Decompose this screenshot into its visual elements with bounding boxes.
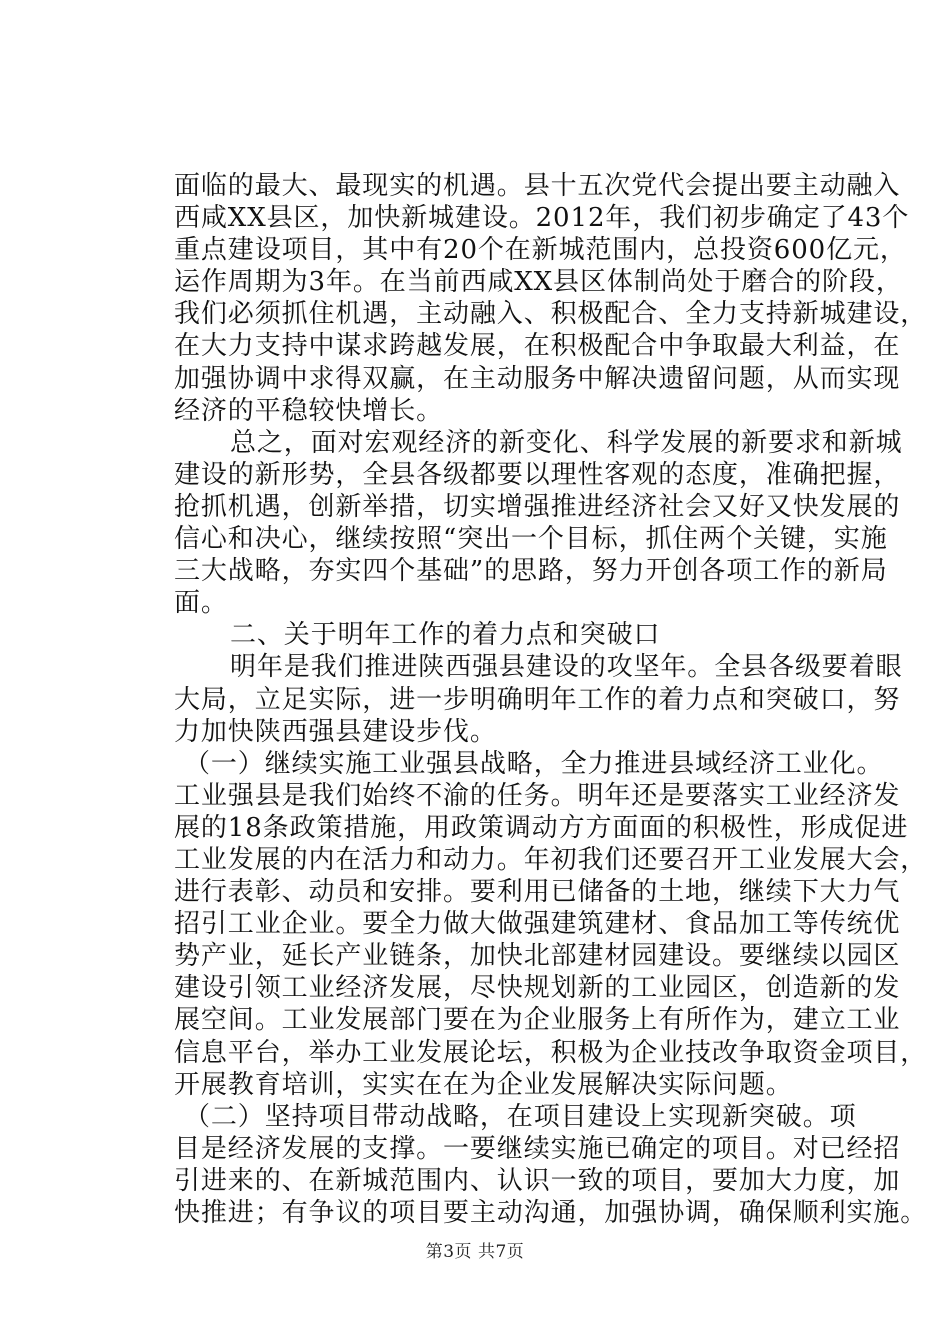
text-line: 经济的平稳较快增长。	[174, 395, 444, 426]
page-number-footer: 第3页 共7页	[425, 1242, 525, 1262]
text-line: 西咸XX县区，加快新城建设。2012年，我们初步确定了43个	[174, 203, 910, 234]
text-line: 引进来的、在新城范围内、认识一致的项目，要加大力度，加	[174, 1165, 901, 1196]
subsection-heading: （一）继续实施工业强县战略，全力推进县域经济工业化。	[184, 748, 884, 779]
text-line: 目是经济发展的支撑。一要继续实施已确定的项目。对已经招	[174, 1133, 901, 1164]
text-line: 信心和决心，继续按照“突出一个目标，抓住两个关键，实施	[174, 524, 888, 555]
text-line: 信息平台，举办工业发展论坛，积极为企业技改争取资金项目，	[174, 1037, 928, 1068]
text-line: 我们必须抓住机遇，主动融入、积极配合、全力支持新城建设，	[174, 299, 928, 330]
text-line: 总之，面对宏观经济的新变化、科学发展的新要求和新城	[230, 427, 903, 458]
section-heading: 二、关于明年工作的着力点和突破口	[230, 620, 661, 651]
text-line: 大局，立足实际，进一步明确明年工作的着力点和突破口，努	[174, 684, 901, 715]
text-line: 面临的最大、最现实的机遇。县十五次党代会提出要主动融入	[174, 171, 901, 201]
document-body	[174, 170, 928, 1229]
text-line: 势产业，延长产业链条，加快北部建材园建设。要继续以园区	[174, 941, 901, 972]
text-line: 展的18条政策措施，用政策调动方方面面的积极性，形成促进	[174, 812, 909, 843]
text-line: 运作周期为3年。在当前西咸XX县区体制尚处于磨合的阶段，	[174, 267, 903, 298]
text-line: 加强协调中求得双赢，在主动服务中解决遗留问题，从而实现	[174, 363, 901, 394]
text-line: 面。	[174, 588, 228, 619]
text-line: 重点建设项目，其中有20个在新城范围内，总投资600亿元，	[174, 235, 907, 266]
text-line: 工业强县是我们始终不渝的任务。明年还是要落实工业经济发	[174, 780, 901, 811]
text-line: 建设引领工业经济发展，尽快规划新的工业园区，创造新的发	[174, 973, 901, 1004]
text-line: 力加快陕西强县建设步伐。	[174, 716, 497, 747]
text-line: 开展教育培训，实实在在为企业发展解决实际问题。	[174, 1069, 793, 1100]
text-line: 招引工业企业。要全力做大做强建筑建材、食品加工等传统优	[174, 909, 901, 940]
text-line: 工业发展的内在活力和动力。年初我们还要召开工业发展大会，	[174, 844, 928, 875]
subsection-heading: （二）坚持项目带动战略，在项目建设上实现新突破。项	[184, 1101, 857, 1132]
text-line: 抢抓机遇，创新举措，切实增强推进经济社会又好又快发展的	[174, 491, 901, 522]
text-line: 在大力支持中谋求跨越发展，在积极配合中争取最大利益，在	[174, 331, 901, 362]
text-line: 展空间。工业发展部门要在为企业服务上有所作为，建立工业	[174, 1005, 901, 1036]
text-line: 快推进；有争议的项目要主动沟通，加强协调，确保顺利实施。	[174, 1198, 928, 1228]
text-line: 进行表彰、动员和安排。要利用已储备的土地，继续下大力气	[174, 877, 901, 908]
text-line: 建设的新形势，全县各级都要以理性客观的态度，准确把握，	[174, 459, 901, 490]
text-line: 明年是我们推进陕西强县建设的攻坚年。全县各级要着眼	[230, 652, 903, 683]
text-line: 三大战略，夯实四个基础”的思路，努力开创各项工作的新局	[174, 556, 888, 587]
